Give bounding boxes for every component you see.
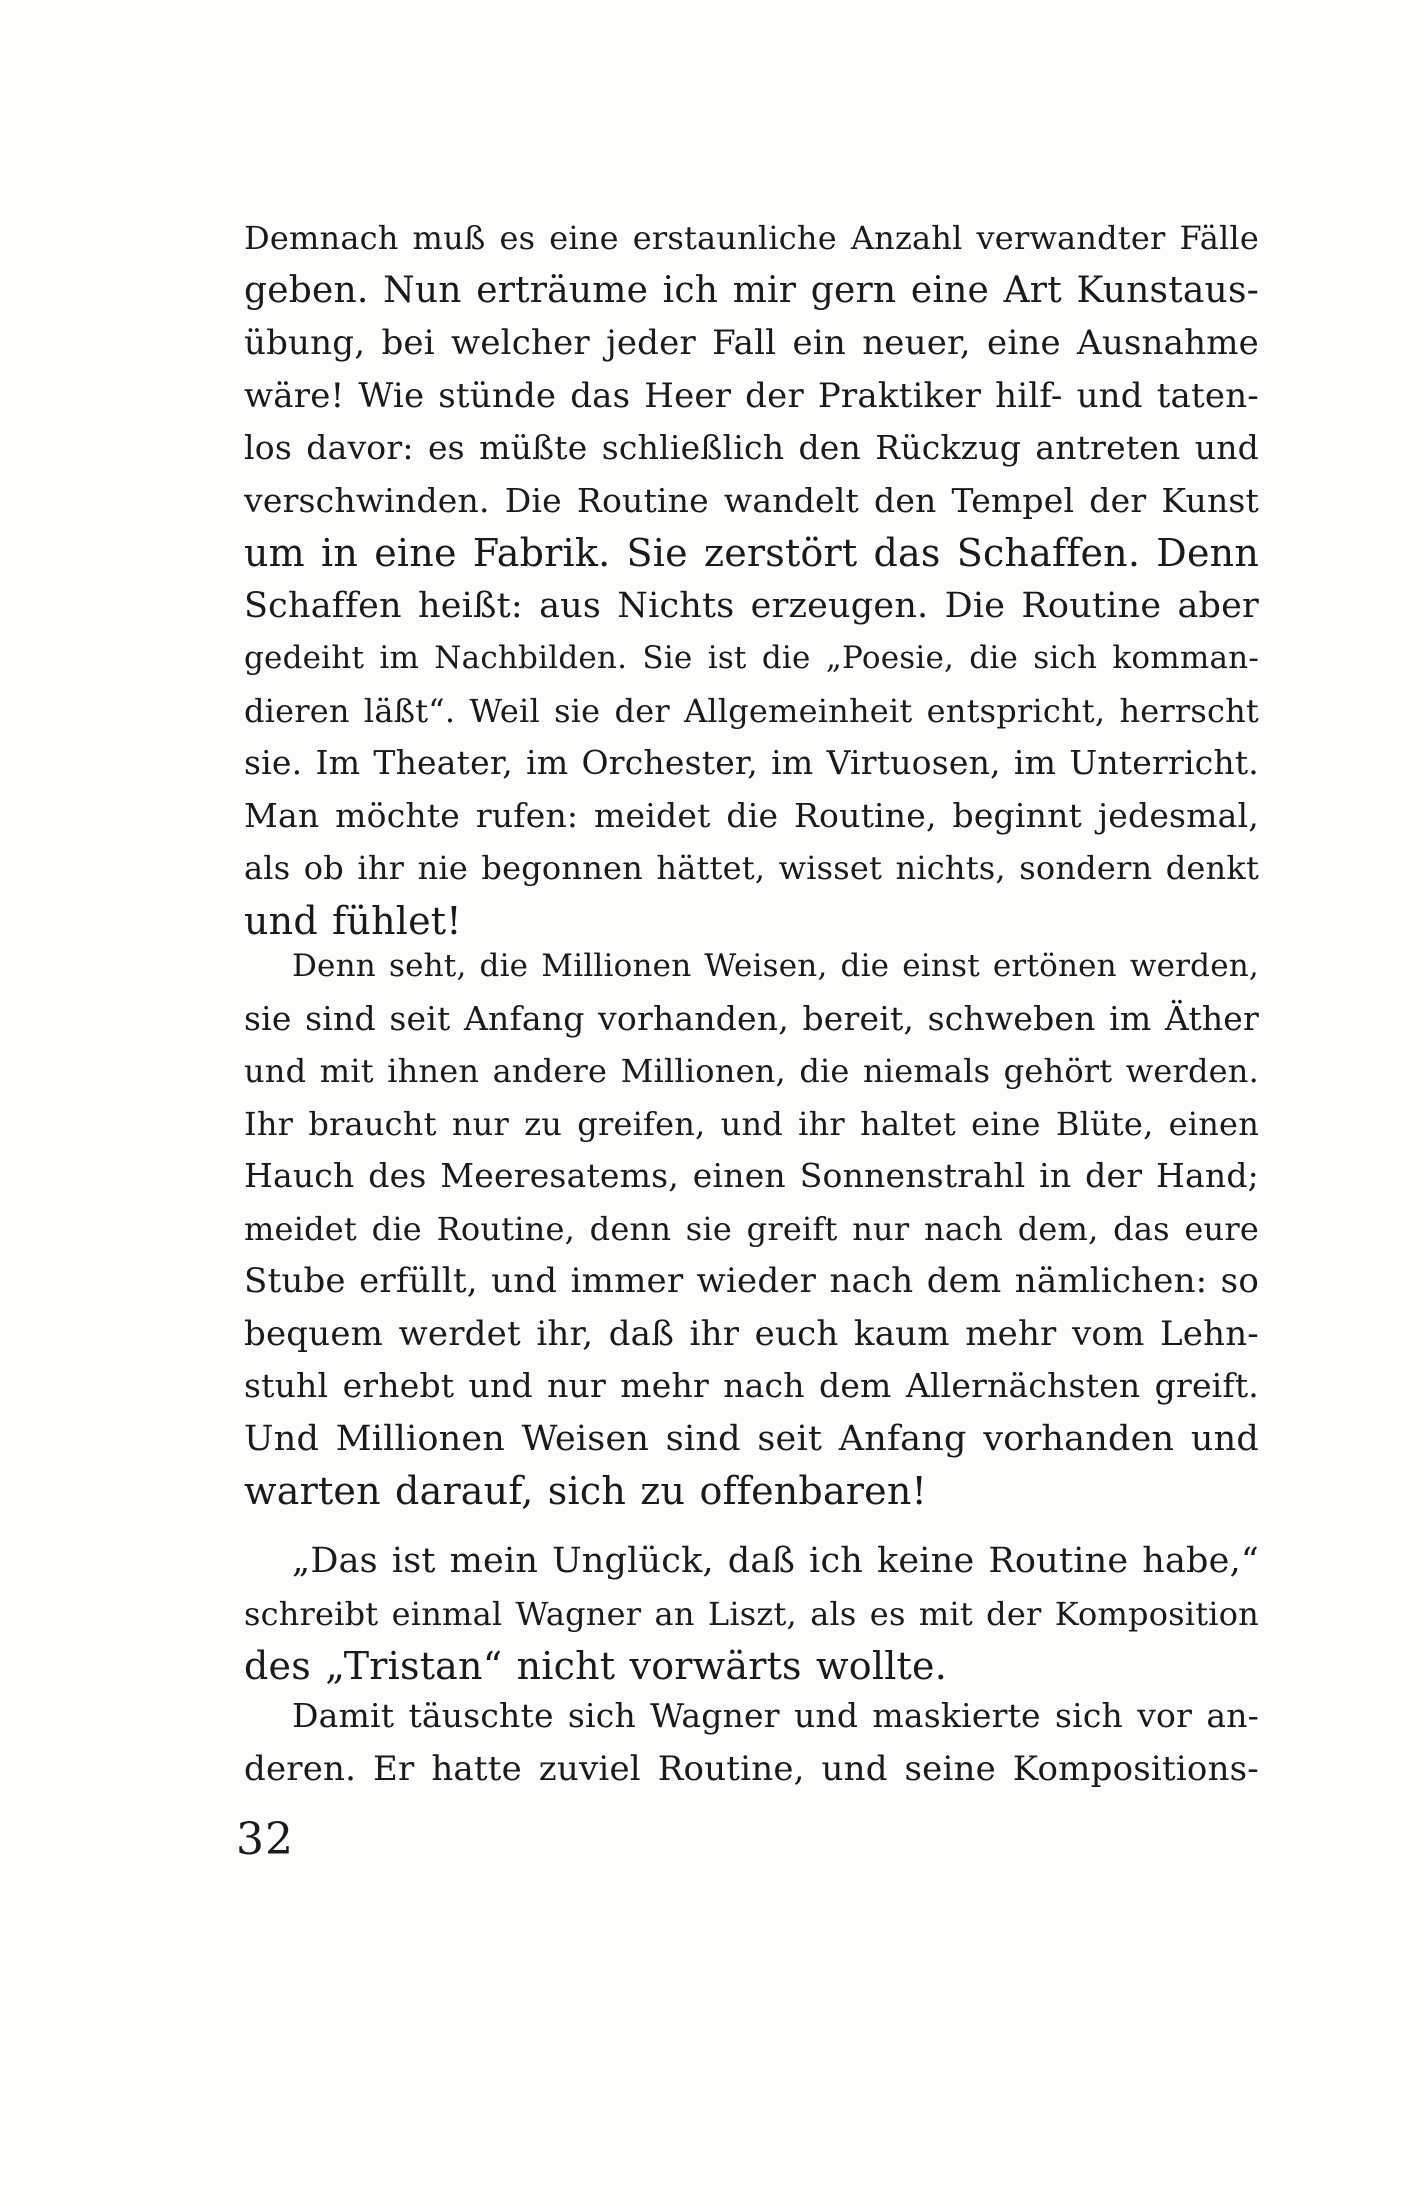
text-line: los davor: es müßte schließlich den Rückzug antreten und xyxy=(244,428,1259,467)
text-line: Man möchte rufen: meidet die Routine, beginnt jedesmal, xyxy=(244,795,1259,835)
text-line: und mit ihnen andere Millionen, die niemals gehört werden. xyxy=(244,1052,1259,1090)
page-number: 32 xyxy=(236,1814,294,1865)
text-line: dieren läßt“. Weil sie der Allgemeinheit entspricht, herrscht xyxy=(244,691,1259,730)
paragraph-3 xyxy=(244,1535,1259,1693)
text-line: schreibt einmal Wagner an Liszt, als es mit der Komposition xyxy=(244,1594,1259,1633)
text-line: stuhl erhebt und nur mehr nach dem Allernächsten greift. xyxy=(244,1366,1259,1405)
text-line: meidet die Routine, denn sie greift nur nach dem, das eure xyxy=(244,1209,1259,1248)
paragraph-2 xyxy=(244,940,1259,1518)
text-line: deren. Er hatte zuviel Routine, und seine Kompositions- xyxy=(244,1748,1259,1789)
text-line: gedeiht im Nachbilden. Sie ist die „Poesie, die sich komman- xyxy=(244,640,1259,676)
text-line: Damit täuschte sich Wagner und maskierte sich vor an- xyxy=(292,1696,1259,1735)
text-line: Hauch des Meeresatems, einen Sonnenstrahl in der Hand; xyxy=(244,1156,1259,1195)
text-line: um in eine Fabrik. Sie zerstört das Schaffen. Denn xyxy=(244,531,1259,575)
text-line: und fühlet! xyxy=(244,898,462,943)
text-line: wäre! Wie stünde das Heer der Praktiker hilf- und taten- xyxy=(244,375,1259,416)
text-line: als ob ihr nie begonnen hättet, wisset nichts, sondern denkt xyxy=(244,849,1259,887)
text-line: sie. Im Theater, im Orchester, im Virtuosen, im Unterricht. xyxy=(244,743,1259,782)
text-line: Ihr braucht nur zu greifen, und ihr haltet eine Blüte, einen xyxy=(244,1104,1259,1143)
text-line: „Das ist mein Unglück, daß ich keine Routine habe,“ xyxy=(292,1541,1259,1581)
text-line: Demnach muß es eine erstaunliche Anzahl verwandter Fälle xyxy=(244,219,1259,257)
text-line: geben. Nun erträume ich mir gern eine Art Kunstaus- xyxy=(244,269,1259,311)
paragraph-1 xyxy=(244,212,1259,947)
text-line: verschwinden. Die Routine wandelt den Tempel der Kunst xyxy=(244,480,1259,520)
text-line: Und Millionen Weisen sind seit Anfang vorhanden und xyxy=(244,1418,1259,1459)
text-line: übung, bei welcher jeder Fall ein neuer, eine Ausnahme xyxy=(244,323,1259,363)
text-line: Stube erfüllt, und immer wieder nach dem nämlichen: so xyxy=(244,1261,1259,1301)
text-line: Schaffen heißt: aus Nichts erzeugen. Die Routine aber xyxy=(244,585,1259,626)
text-line: des „Tristan“ nicht vorwärts wollte. xyxy=(244,1644,947,1688)
text-line: bequem werdet ihr, daß ihr euch kaum mehr vom Lehn- xyxy=(244,1313,1259,1354)
text-line: warten darauf, sich zu offenbaren! xyxy=(244,1469,928,1513)
text-line: Denn seht, die Millionen Weisen, die einst ertönen werden, xyxy=(292,948,1259,984)
paragraph-4 xyxy=(244,1690,1259,1795)
text-line: sie sind seit Anfang vorhanden, bereit, schweben im Äther xyxy=(244,998,1259,1038)
